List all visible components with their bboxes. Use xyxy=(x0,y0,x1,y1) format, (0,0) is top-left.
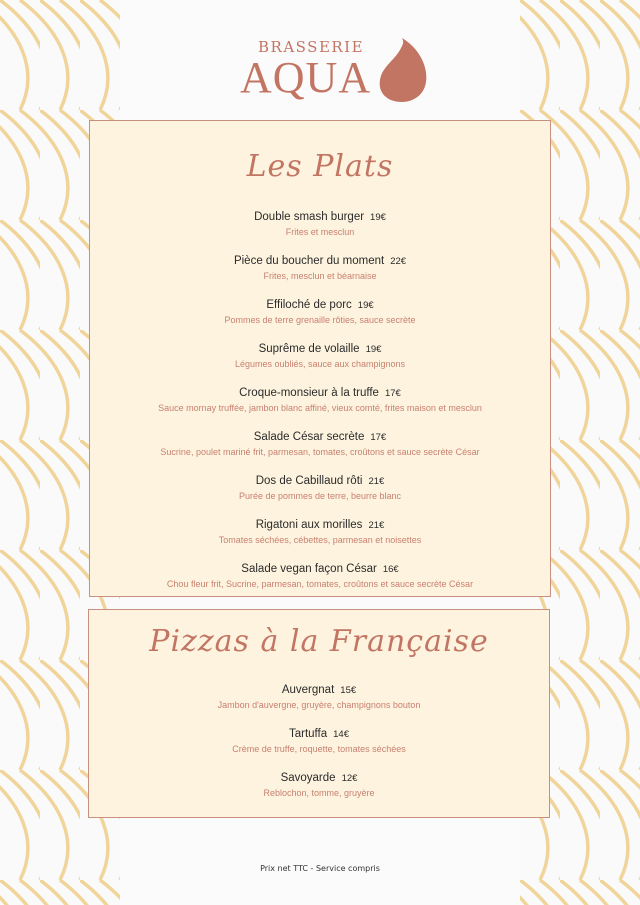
item-name-text: Croque-monsieur à la truffe xyxy=(239,387,379,399)
item-desc: Reblochon, tomme, gruyère xyxy=(263,788,375,798)
item-desc: Jambon d'auvergne, gruyère, champignons bouton xyxy=(217,700,421,710)
menu-item xyxy=(90,473,550,503)
menu-item xyxy=(90,429,550,459)
item-name xyxy=(89,770,549,787)
item-name-text: Salade vegan façon César xyxy=(241,563,377,575)
menu-item xyxy=(90,297,550,327)
brand-line2: AQUA xyxy=(240,53,372,102)
item-desc: Pommes de terre grenaille rôties, sauce secrète xyxy=(224,315,416,325)
item-name-text: Savoyarde xyxy=(280,772,336,784)
item-name-text: Double smash burger xyxy=(254,211,365,223)
item-name-text: Tartuffa xyxy=(288,728,328,740)
item-name xyxy=(90,517,550,534)
item-price: 21€ xyxy=(368,520,385,531)
item-desc: Purée de pommes de terre, beurre blanc xyxy=(238,491,402,501)
menu-item xyxy=(89,726,549,756)
section-pizzas xyxy=(88,609,550,818)
item-price: 16€ xyxy=(382,564,399,575)
menu-item xyxy=(90,253,550,283)
item-name xyxy=(90,253,550,270)
item-name xyxy=(89,682,549,699)
item-name-text: Pièce du boucher du moment xyxy=(233,255,385,267)
item-price: 19€ xyxy=(370,212,386,223)
item-price: 19€ xyxy=(357,300,374,311)
item-desc: Sauce mornay truffée, jambon blanc affiné, vieux comté, frites maison et mesclun xyxy=(158,403,482,413)
item-desc: Chou fleur frit, Sucrine, parmesan, tomates, croûtons et sauce secrète César xyxy=(166,579,474,589)
item-name-text: Salade César secrète xyxy=(253,431,365,443)
item-name xyxy=(90,473,550,490)
item-price: 12€ xyxy=(341,773,358,784)
item-desc: Légumes oubliés, sauce aux champignons xyxy=(234,359,406,369)
brand-logo xyxy=(236,36,436,106)
menu-item xyxy=(90,209,550,239)
section-plats xyxy=(89,120,551,597)
item-desc: Sucrine, poulet mariné frit, parmesan, tomates, croûtons et sauce secrète César xyxy=(160,447,480,457)
item-desc: Tomates séchées, cébettes, parmesan et noisettes xyxy=(218,535,422,545)
item-name-text: Suprême de volaille xyxy=(258,343,360,355)
item-name xyxy=(90,561,550,578)
section-title: Les Plats xyxy=(246,149,394,184)
item-price: 14€ xyxy=(333,729,349,740)
item-name xyxy=(90,341,550,358)
menu-item xyxy=(90,385,550,415)
menu-item xyxy=(90,561,550,591)
item-name xyxy=(90,429,550,446)
item-price: 21€ xyxy=(368,476,385,487)
item-name-text: Dos de Cabillaud rôti xyxy=(255,475,363,487)
item-price: 19€ xyxy=(365,344,382,355)
section-title: Pizzas à la Française xyxy=(149,624,489,659)
item-name xyxy=(90,297,550,314)
menu-item xyxy=(90,341,550,371)
item-price: 17€ xyxy=(370,432,387,443)
water-drop-icon xyxy=(372,36,428,104)
item-name xyxy=(90,209,550,226)
item-desc: Frites et mesclun xyxy=(285,227,355,237)
menu-item xyxy=(89,682,549,712)
brand-line1: BRASSERIE xyxy=(258,38,365,56)
item-name-text: Rigatoni aux morilles xyxy=(255,519,363,531)
menu-item xyxy=(89,770,549,800)
item-name-text: Effiloché de porc xyxy=(266,299,352,311)
footer-note: Prix net TTC - Service compris xyxy=(260,864,380,873)
item-desc: Crème de truffe, roquette, tomates séchées xyxy=(232,744,406,754)
menu-item xyxy=(90,517,550,547)
item-name xyxy=(89,726,549,743)
item-price: 15€ xyxy=(340,685,357,696)
item-name-text: Auvergnat xyxy=(281,684,335,696)
item-name xyxy=(90,385,550,402)
item-price: 22€ xyxy=(390,256,407,267)
item-price: 17€ xyxy=(384,388,401,399)
item-desc: Frites, mesclun et béarnaise xyxy=(263,271,377,281)
